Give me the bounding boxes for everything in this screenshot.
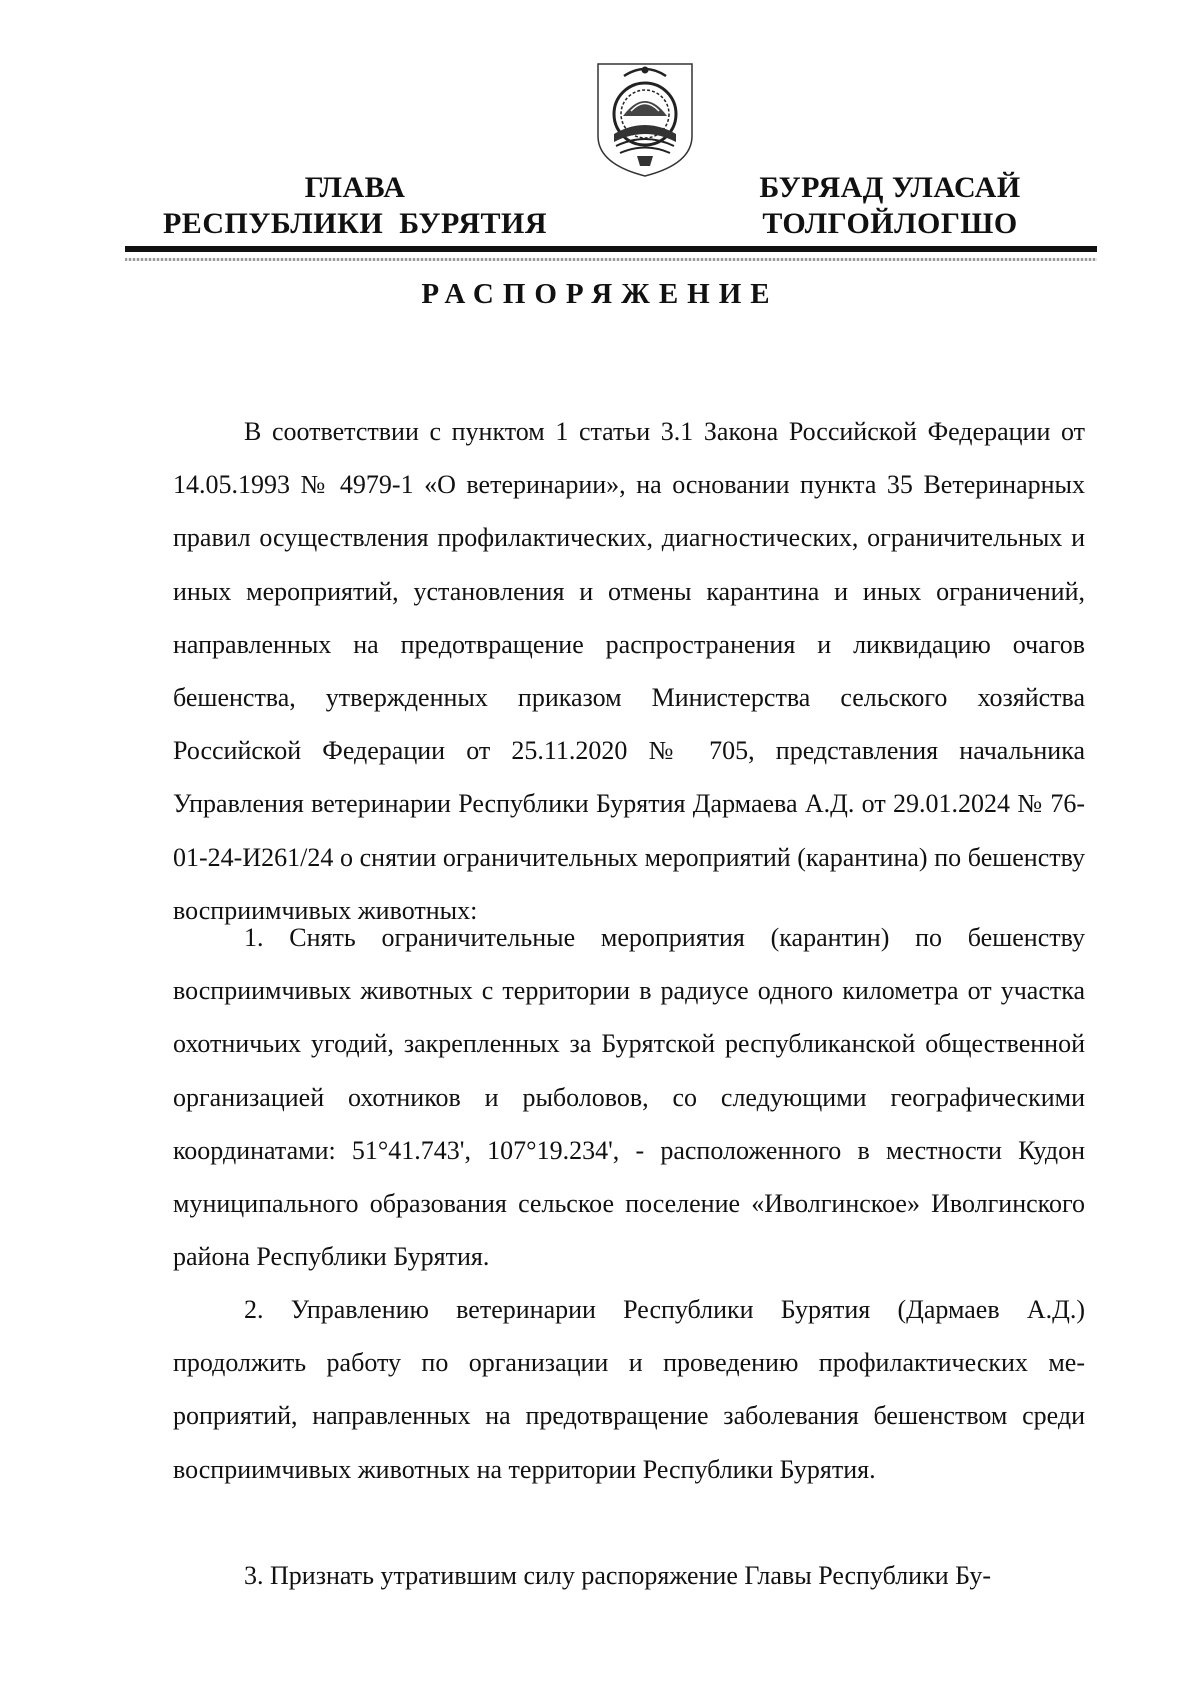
coat-of-arms-icon [590,58,700,180]
issuer-title-buryat-line-1: БУРЯАД УЛАСАЙ [759,171,1021,204]
issuer-title-line-1: ГЛАВА [304,171,406,204]
issuer-title-buryat-line-2: ТОЛГОЙЛОГШО [762,207,1018,240]
clause-3-paragraph: 3. Признать утратившим силу распоряжение Главы Республики Бу- [244,1561,992,1590]
issuer-title-line-2: РЕСПУБЛИКИ БУРЯТИЯ [162,207,548,240]
clause-1-paragraph: 1. Снять ограничительные мероприятия (карантин) по бешенству восприимчивых животных с территории в радиусе одного километра от участка охотничьих угодий, закрепленных за Бурятской республиканской общественной организацией охотников и рыболовов, со следующими географическими координатами: 51°41.743', 107°19.234', - расположенного в местности Кудон муниципального образования сельское поселение «Иволгинское» Иволгинского района Республики Бурятия. [173,923,1085,1272]
issuer-title-russian [150,170,560,242]
clause-2-paragraph: 2. Управлению ветеринарии Республики Бурятия (Дармаев А.Д.) продолжить работу по организации и проведению профилактических мероприятий, направленных на предотвращение заболевания бешенством среди восприимчивых животных на территории Республики Бурятия. [173,1295,1085,1484]
preamble-paragraph: В соответствии с пунктом 1 статьи 3.1 Закона Российской Федерации от 14.05.1993 № 4979-1 «О ветеринарии», на основании пункта 35 Ветеринарных правил осуществления профилактических, диагностических, ограничительных и иных мероприятий, установления и отмены карантина и иных ограничений, направленных на предотвращение распространения и ликвидацию очагов бешенства, утвержденных приказом Министерства сельского хозяйства Российской Федерации от 25.11.2020 № 705, представления начальника Управления ветеринарии Республики Бурятия Дармаева А.Д. от 29.01.2024 № 76-01-24-И261/24 о снятии ограничительных мероприятий (карантина) по бешенству восприимчивых животных: [173,417,1085,925]
header-divider-thin [125,258,1097,261]
document-title: РАСПОРЯЖЕНИЕ [421,278,779,310]
issuer-title-buryat [715,170,1065,242]
header-divider-thick [125,246,1097,252]
